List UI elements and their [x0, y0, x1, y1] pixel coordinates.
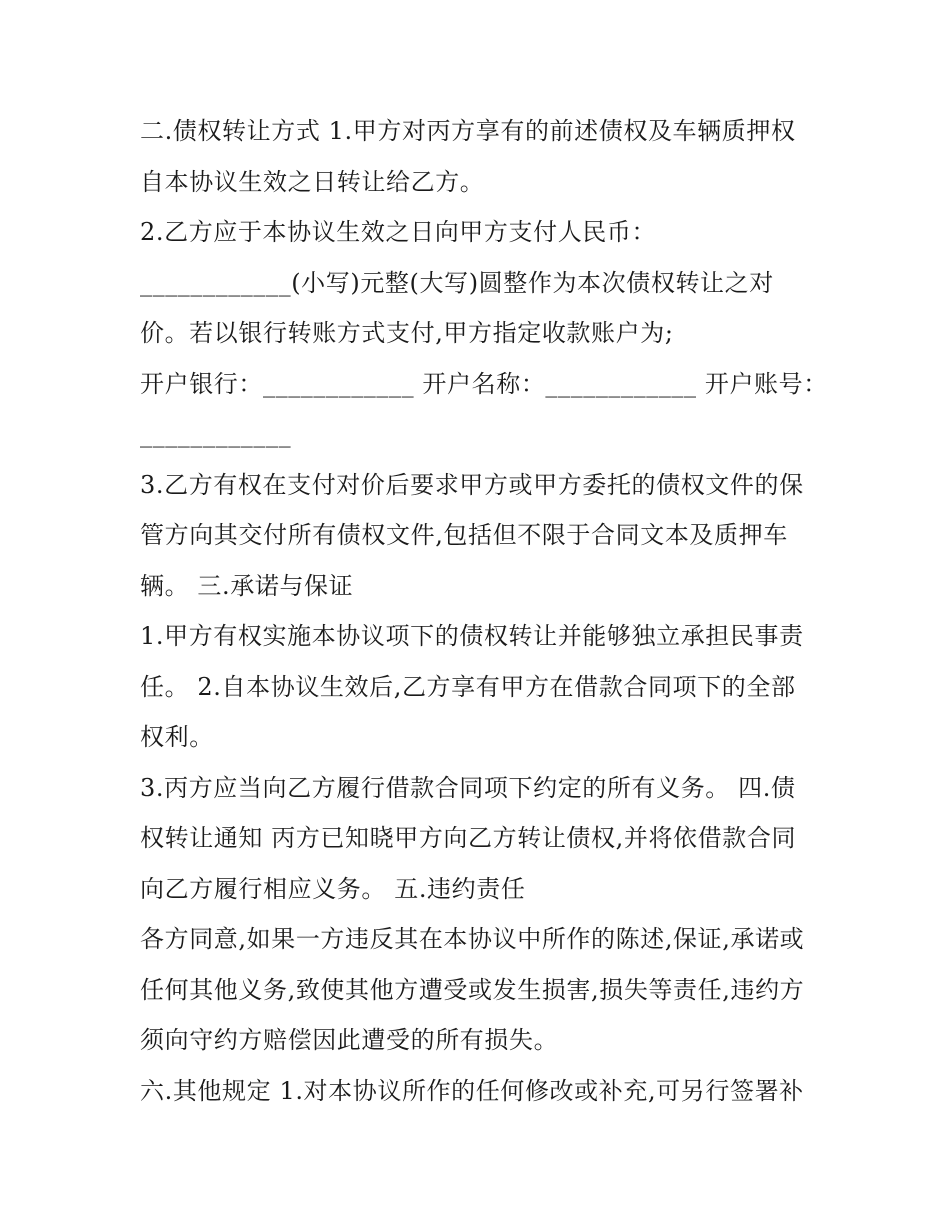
text-line: ____________(小写)元整(大写)圆整作为本次债权转让之对: [140, 268, 774, 297]
text-line: 管方向其交付所有债权文件,包括但不限于合同文本及质押车: [140, 521, 788, 549]
text-line: 二.债权转让方式 1.甲方对丙方享有的前述债权及车辆质押权: [140, 117, 796, 145]
text-line: 任。 2.自本协议生效后,乙方享有甲方在借款合同项下的全部: [140, 672, 796, 701]
document-body: [140, 106, 828, 1116]
text-line: 3.丙方应当向乙方履行借款合同项下约定的所有义务。 四.债: [140, 773, 796, 802]
text-line: 须向守约方赔偿因此遭受的所有损失。: [140, 1026, 559, 1054]
text-line: ____________: [140, 420, 292, 448]
text-line: 开户银行：____________ 开户名称：____________ 开户账号：: [140, 369, 828, 398]
text-line: 任何其他义务,致使其他方遭受或发生损害,损失等责任,违约方: [140, 975, 805, 1004]
text-line: 权利。: [140, 723, 214, 751]
text-line: 3.乙方有权在支付对价后要求甲方或甲方委托的债权文件的保: [140, 470, 804, 499]
text-line: 1.甲方有权实施本协议项下的债权转让并能够独立承担民事责: [140, 622, 804, 650]
text-line: 价。若以银行转账方式支付,甲方指定收款账户为;: [140, 319, 674, 347]
text-line: 六.其他规定 1.对本协议所作的任何修改或补充,可另行签署补: [140, 1076, 804, 1105]
text-line: 权转让通知 丙方已知晓甲方向乙方转让债权,并将依借款合同: [140, 824, 797, 852]
text-line: 向乙方履行相应义务。 五.违约责任: [140, 874, 526, 903]
text-line: 2.乙方应于本协议生效之日向甲方支付人民币：: [140, 218, 657, 246]
text-line: 各方同意,如果一方违反其在本协议中所作的陈述,保证,承诺或: [140, 925, 805, 953]
text-line: 辆。 三.承诺与保证: [140, 571, 354, 600]
text-line: 自本协议生效之日转让给乙方。: [140, 167, 485, 196]
